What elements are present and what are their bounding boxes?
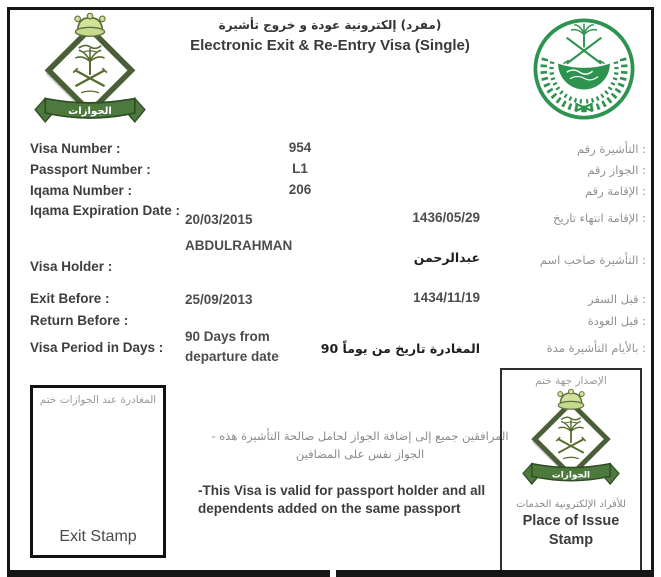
exit-stamp-label-ar: ختم الجوازات عند المغادرة [39,394,157,406]
issue-stamp-title-ar: ختم جهة الإصدار [535,375,607,387]
place-of-issue-stamp-box [500,368,642,575]
document-title [160,18,500,54]
visa-period-label-ar: مدة التأشيرة بالأيام : [546,341,646,355]
visa-period-value: 90 Days from departure date [185,329,279,364]
iqama-number-label-ar: رقم الإقامة : [585,184,646,198]
iqama-expiration-label-ar: تاريخ انتهاء الإقامة : [553,211,646,225]
visa-holder-name: ABDULRAHMAN [185,238,293,253]
visa-number-value: 954 [288,140,312,155]
visa-holder-label-ar: اسم صاحب التأشيرة : [539,253,646,267]
jawazat-passports-emblem-small [522,389,620,499]
exit-before-gregorian: 25/09/2013 [185,292,253,307]
return-before-label: Return Before : [30,313,129,328]
exit-stamp-label-en: Exit Stamp [59,528,137,545]
visa-number-label: Visa Number : [30,141,121,156]
ministry-of-interior-emblem [528,15,640,123]
passport-number-value: L1 [292,161,308,176]
exit-before-label: Exit Before : [30,291,110,306]
iqama-expiration-gregorian: 20/03/2015 [185,212,253,227]
validity-note-english: -This Visa is valid for passport holder and all dependents added on the same passport [198,483,486,517]
jawazat-passports-emblem [34,12,146,140]
iqama-expiration-label: Iqama Expiration Date : [30,203,181,218]
electronic-services-label-ar: الخدمات الإلكترونية للأفراد [516,499,626,510]
exit-before-label-ar: السفر قبل : [588,292,646,306]
iqama-number-label: Iqama Number : [30,183,133,198]
passport-number-label-ar: رقم الجواز : [587,163,646,177]
bottom-table-border-right [336,570,654,577]
document-title-english: Electronic Exit & Re-Entry Visa (Single) [190,37,470,54]
visa-holder-name-ar: عبدالرحمن [413,250,480,265]
bottom-table-border-left [7,570,330,577]
visa-period-label: Visa Period in Days : [30,340,164,355]
return-before-label-ar: العودة قبل : [587,314,646,328]
iqama-number-value: 206 [288,182,312,197]
exit-stamp-box [30,385,166,558]
validity-note-arabic: - هذه التأشيرة صالحة لحامل الجواز إضافة إلى جميع المرافقين المضافين على نفس الجواز [211,429,509,461]
visa-holder-label: Visa Holder : [30,259,113,274]
place-of-issue-label-en: Place of Issue Stamp [522,513,620,548]
exit-before-hijri: 1434/11/19 [413,290,480,305]
passport-number-label: Passport Number : [30,162,151,177]
document-title-arabic: تأشيرة خروج و عودة إلكترونية (مفرد) [218,18,442,32]
visa-period-value-ar: 90 يوماً من تاريخ المغادرة [320,341,480,356]
iqama-expiration-hijri: 1436/05/29 [412,210,480,225]
visa-number-label-ar: رقم التأشيرة : [576,142,646,156]
document-border [7,7,654,577]
